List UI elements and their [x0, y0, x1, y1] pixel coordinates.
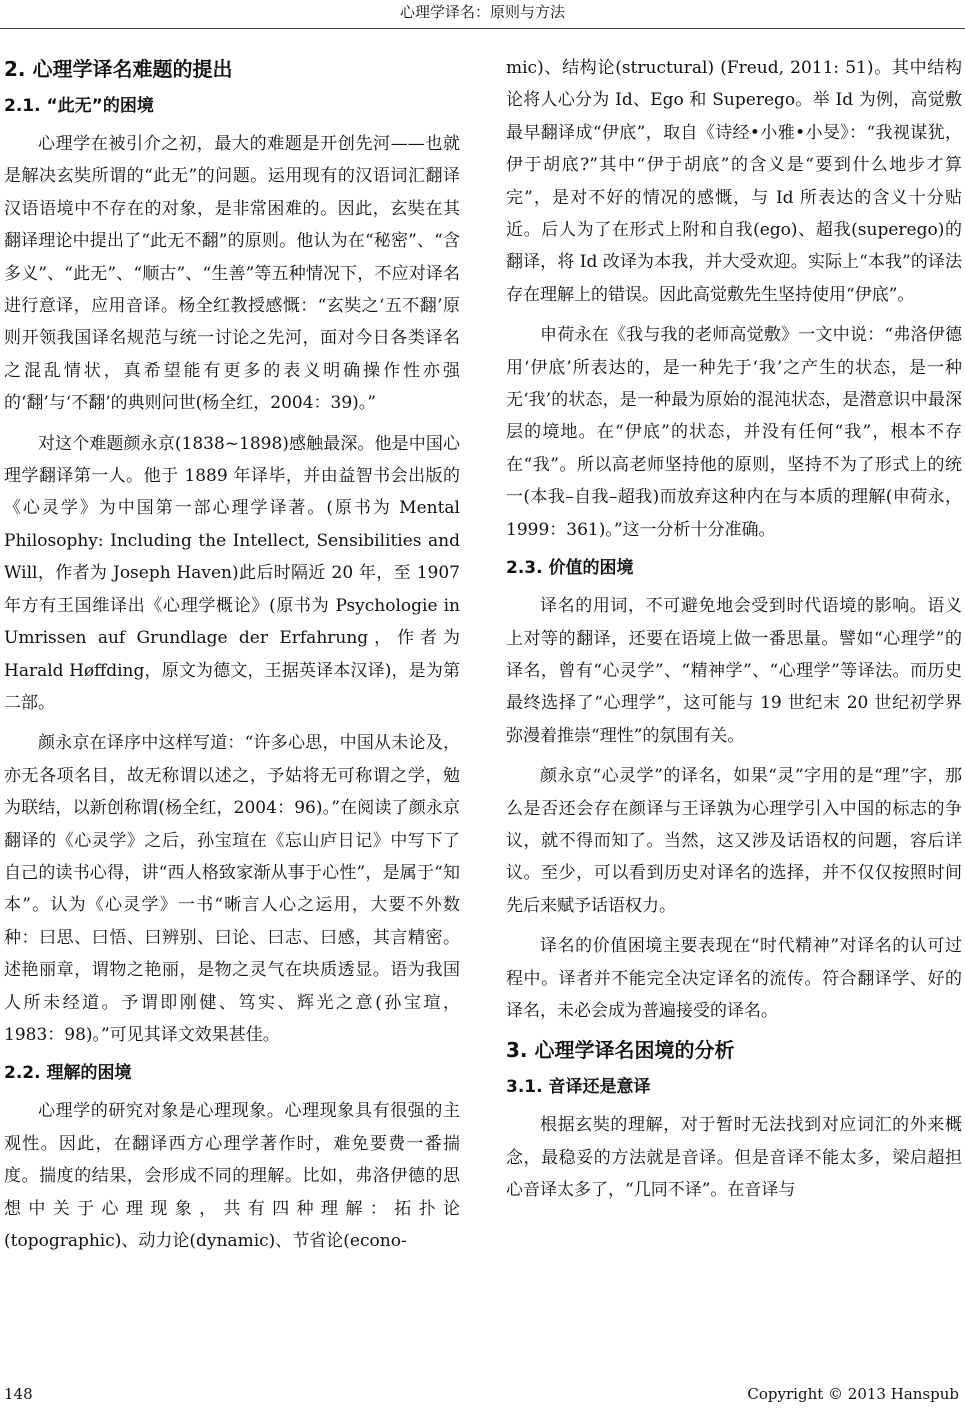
page-number: 148 [4, 1385, 33, 1403]
paragraph: 对这个难题颜永京(1838~1898)感触最深。他是中国心理学翻译第一人。他于 1889 年译毕，并由益智书会出版的《心灵学》为中国第一部心理学译著。(原书为 Mental Philosophy: Including the Intellect, Sensibilities and Will，作者为 Joseph Haven)此后时隔近 20 年，至 1907 年方有王国维译出《心理学概论》(原书为 Psychologie in Umrissen auf Grundlage der Erfahrung，作者为 Harald Høffding，原文为德文，王据英译本汉译)，是为第二部。 [4, 433, 460, 713]
right-column [506, 52, 962, 1215]
paragraph-continued: mic)、结构论(structural) (Freud, 2011: 51)。其中结构论将人心分为 Id、Ego 和 Superego。举 Id 为例，高觉敷最早翻译成“伊底”，取自《诗经•小雅•小旻》：“我视谋犹，伊于胡底?”其中“伊于胡底”的含义是“要到什么地步才算完”，是对不好的情况的感慨，与 Id 所表达的含义十分贴近。后人为了在形式上附和自我(ego)、超我(superego)的翻译，将 Id 改译为本我，并大受欢迎。实际上“本我”的译法存在理解上的错误。因此高觉敷先生坚持使用“伊底”。 [506, 58, 962, 305]
subsection-2-1-heading: 2.1. “此无”的困境 [4, 96, 154, 116]
paragraph: 心理学的研究对象是心理现象。心理现象具有很强的主观性。因此，在翻译西方心理学著作时，难免要费一番揣度。揣度的结果，会形成不同的理解。比如，弗洛伊德的思想中关于心理现象，共有四种理解：拓扑论(topographic)、动力论(dynamic)、节省论(econo- [4, 1101, 460, 1251]
copyright-notice: Copyright © 2013 Hanspub [747, 1385, 959, 1403]
paragraph: 译名的价值困境主要表现在“时代精神”对译名的认可过程中。译者并不能完全决定译名的流传。符合翻译学、好的译名，未必会成为普遍接受的译名。 [506, 936, 962, 1021]
running-header: 心理学译名：原则与方法 [399, 3, 565, 21]
paragraph: 颜永京“心灵学”的译名，如果“灵”字用的是“理”字，那么是否还会存在颜译与王译孰为心理学引入中国的标志的争议，就不得而知了。当然，这又涉及话语权的问题，容后详议。至少，可以看到历史对译名的选择，并不仅仅按照时间先后来赋予话语权力。 [506, 766, 962, 916]
paragraph: 颜永京在译序中这样写道：“许多心思，中国从未论及，亦无各项名目，故无称谓以述之，予姑将无可称谓之学，勉为联结，以新创称谓(杨全红，2004：96)。”在阅读了颜永京翻译的《心灵学》之后，孙宝瑄在《忘山庐日记》中写下了自己的读书心得，讲“西人格致家渐从事于心性”，是属于“知本”。认为《心灵学》一书“晰言人心之运用，大要不外数种：曰思、曰悟、曰辨别、曰论、曰志、曰感，其言精密。述艳丽章，谓物之艳丽，是物之灵气在块质透显。语为我国人所未经道。予谓即刚健、笃实、辉光之意(孙宝瑄，1983：98)。”可见其译文效果甚佳。 [4, 733, 460, 1045]
header-rule [0, 28, 965, 29]
section-2-heading: 2. 心理学译名难题的提出 [4, 57, 233, 81]
left-column [4, 52, 460, 1265]
paragraph: 申荷永在《我与我的老师高觉敷》一文中说：“弗洛伊德用‘伊底’所表达的，是一种先于‘我’之产生的状态，是一种无‘我’的状态，是一种最为原始的混沌状态，是潜意识中最深层的境地。在“伊底”的状态，并没有任何“我”，根本不存在“我”。所以高老师坚持他的原则，坚持不为了形式上的统一(本我–自我–超我)而放弃这种内在与本质的理解(申荷永，1999：361)。”这一分析十分准确。 [506, 325, 962, 540]
subsection-3-1-heading: 3.1. 音译还是意译 [506, 1077, 651, 1098]
paragraph: 译名的用词，不可避免地会受到时代语境的影响。语义上对等的翻译，还要在语境上做一番思量。譬如“心理学”的译名，曾有“心灵学”、“精神学”、“心理学”等译法。而历史最终选择了“心理学”，这可能与 19 世纪末 20 世纪初学界弥漫着推崇“理性”的氛围有关。 [506, 596, 962, 746]
paragraph: 根据玄奘的理解，对于暂时无法找到对应词汇的外来概念，最稳妥的方法就是音译。但是音译不能太多，梁启超担心音译太多了，“几同不译”。在音译与 [506, 1115, 962, 1201]
section-3-heading: 3. 心理学译名困境的分析 [506, 1038, 735, 1063]
subsection-2-3-heading: 2.3. 价值的困境 [506, 558, 634, 579]
subsection-2-2-heading: 2.2. 理解的困境 [4, 1063, 132, 1084]
paragraph: 心理学在被引介之初，最大的难题是开创先河——也就是解决玄奘所谓的“此无”的问题。运用现有的汉语词汇翻译汉语语境中不存在的对象，是非常困难的。因此，玄奘在其翻译理论中提出了“此无不翻”的原则。他认为在“秘密”、“含多义”、“此无”、“顺古”、“生善”等五种情况下，不应对译名进行意译，应用音译。杨全红教授感慨：“玄奘之‘五不翻’原则开领我国译名规范与统一讨论之先河，面对今日各类译名之混乱情状，真希望能有更多的表义明确操作性亦强的‘翻’与‘不翻’的典则问世(杨全红，2004：39)。” [4, 134, 460, 414]
